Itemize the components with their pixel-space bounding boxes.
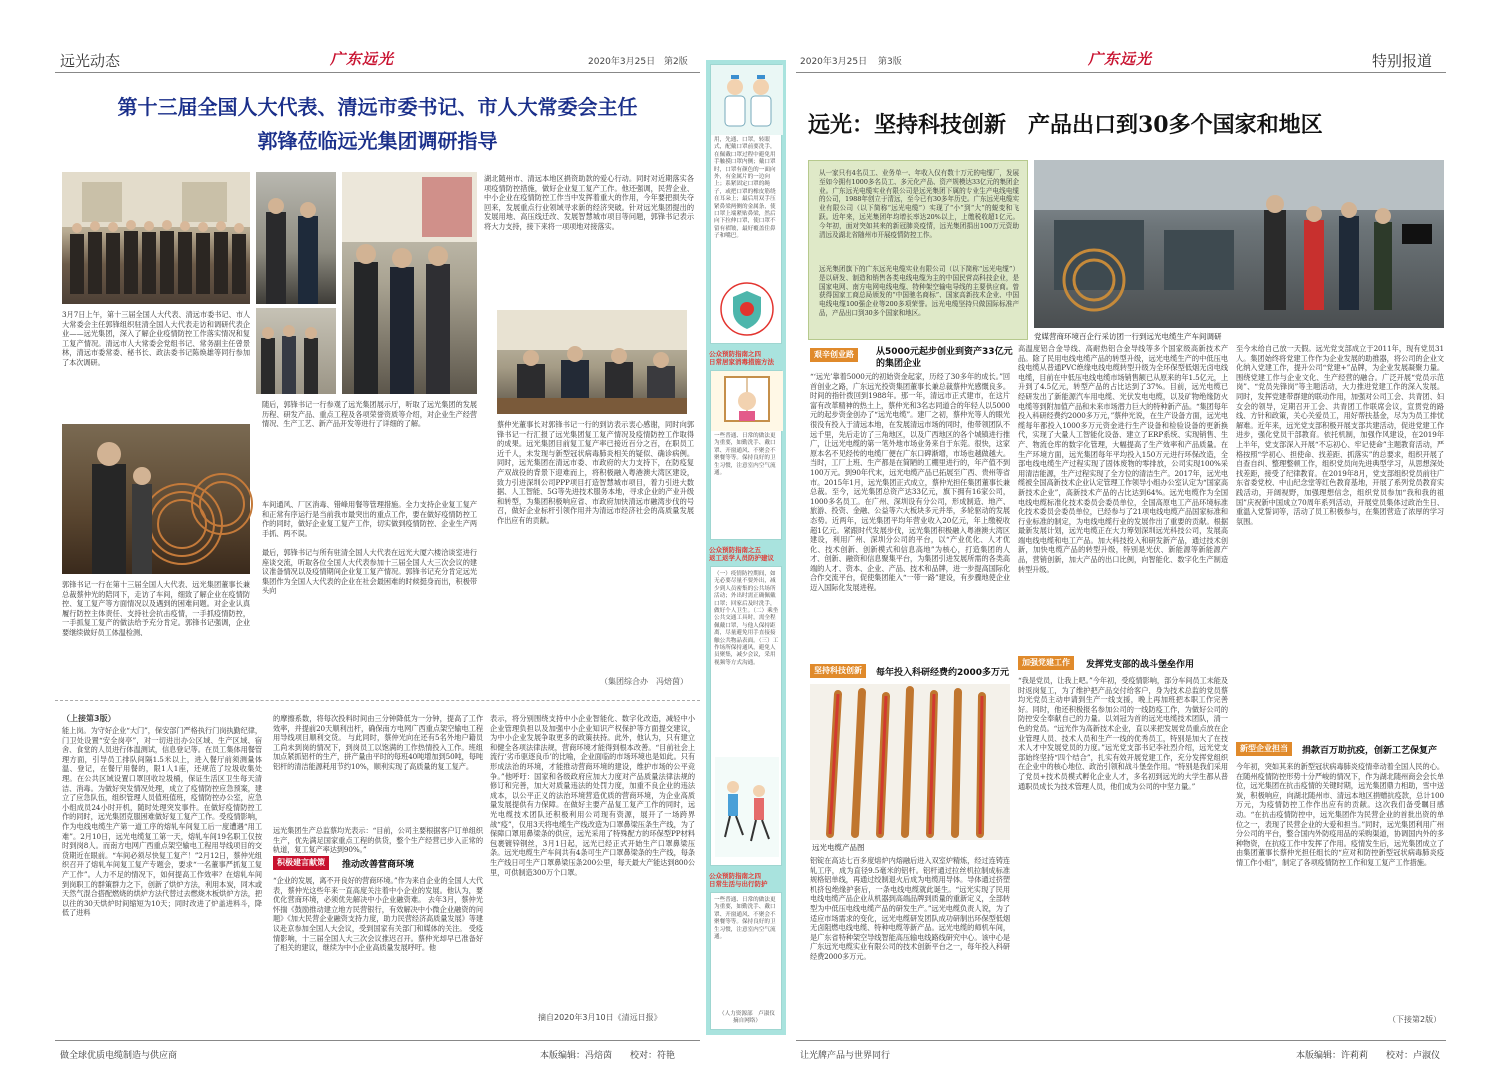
section-subhead-business-env: 推动改善营商环境 (342, 860, 415, 870)
article-col1-para1: 3月7日上午，第十三届全国人大代表、清远市委书记、市人大常委会主任郭锋组织驻清全国人大代表走访和调研代表企业——远光集团，深入了解企业疫情防控工作落实情况和复工复产情况。清远市人大常委会党组书记、常务副主任曾景林，清远市委常委、秘书长、政法委书记陈焕雄等同行参加了本次调研。 (62, 310, 250, 367)
article-col2-para2: 随后，郭锋书记一行参观了远光集团展示厅，听取了远光集团的发展历程、研发产品、重点工程及各项荣誉资质等介绍，对企业生产经营情况、生产工艺、新产品开发等进行了详细的了解。 (262, 400, 477, 429)
right-footer-slogan: 让光牌产品与世界同行 (800, 1051, 891, 1061)
right-footer-editor: 本版编辑：许莉莉 校对：卢淑仪 (1296, 1051, 1441, 1061)
left-headline-line1: 第十三届全国人大代表、清远市委书记、市人大常委会主任 (117, 95, 638, 119)
section3-title: 发挥党支部的战斗堡垒作用 (1086, 660, 1195, 670)
left-date: 2020年3月25日 (588, 57, 656, 67)
article-col2-para1: 车间通风、厂区消毒、错峰用餐等管理措施。全力支持企业复工复产和正常有序运行是当前我市最突出的重点工作，要在做好疫情防控工作的同时，做好企业复工复产工作，切实做到疫情防控、企业生产两手抓、两不误。 (262, 500, 477, 538)
right-section-title: 特别报道 (1372, 52, 1433, 70)
photo-workshop-inspection (62, 424, 250, 574)
intro-text: 从一家只有4名员工、业务单一、年收入仅有数十万元的电缆厂，发展至如今拥有1000多名员工、多元化产品、资产规模达33亿元的集团企业。广东远光电缆实业有限公司是远光集团下属的专业生产电线电缆的公司，1988年创立于清远，至今已有30多年历史。广东远光电缆实业有限公司（以下简称“远光电缆”）实现了“小”到“大”的蜕变和飞跃。近年来，远光集团年均增长率达20%以上，上缴税收超1亿元。今年初，面对突如其来的新冠肺炎疫情，远光集团捐出100万元资助清远及湖北省随州市开展疫情防控工作。 (819, 169, 1019, 239)
article-byline: （集团综合办 冯焙茵） (600, 677, 688, 686)
tips-box-2-text: 一些普通、日常的做法更为重要，如勤洗手、戴口罩、开窗通风、不聚会不聚餐等等。保持良好的卫生习惯，注意室内空气流通。 (714, 433, 776, 477)
article-col1-para2: 郭锋书记一行在第十三届全国人大代表、远光集团董事长兼总裁蔡仲光的陪同下，走访了车间，细致了解企业在疫情防控、复工复产等方面情况以及遇到的困难问题。对企业认真履行防控主体责任、支持社会抗击疫情，一手抓疫情防控，一手抓复工复产的做法给予充分肯定。郭锋书记强调，企业要继续做好员工体温检测、 (62, 580, 250, 637)
lower-col2-para1-2 (273, 714, 483, 826)
left-header-rule (55, 72, 700, 73)
photo-group-portrait (62, 172, 250, 304)
lower-col2-para3: 远光集团生产总监蔡均光表示：“目前，公司主要根据客户订单组织生产，优先满足国家重点工程的供货，整个生产经营已步入正常的轨道，复工复产率达到90%。” (273, 826, 483, 855)
visit-left-figures (256, 172, 336, 304)
cable-photo-caption: 远光电缆产品图 (812, 843, 865, 852)
left-section-title: 远光动态 (60, 52, 121, 70)
left-page-number: 第2版 (664, 57, 688, 67)
right-page-number: 第3版 (878, 57, 902, 67)
tips-box-3-text: （一）疫情防控期间，如无必要尽量不要外出，减少到人员密集的公共场所活动；外出时需正确佩戴口罩；回家后及时洗手，做好个人卫生。（二）乘坐公共交通工具时，需全程佩戴口罩，与他人保持距离，尽量避免用手直接接触公共物品表面。（三）工作场所保持通风，避免人员聚集，减少会议，采用视频等方式沟通。 (714, 571, 779, 666)
left-brand-logo: 广东远光 (330, 50, 395, 68)
continued-from-label: （上接第3版） (62, 714, 116, 723)
tips-box-4-head: 公众预防指南之四 日常生活与出行防护 (709, 872, 768, 888)
left-headline-line2: 郭锋莅临远光集团调研指导 (257, 129, 498, 153)
lower-col2-para6: 受疫情影响，十三届全国人大三次会议推迟召开。蔡仲光却早已准备好了相关的建议，继续为中小企业高质量发展呼吁。他 (273, 923, 483, 953)
meeting-scene (497, 310, 687, 414)
photo-factory-floor (1034, 160, 1444, 328)
right-brand-logo: 广东远光 (1088, 50, 1153, 68)
tips-box-2-head: 公众预防指南之四 日常居家消毒措施方法 (709, 350, 774, 366)
tips-box-4 (710, 892, 782, 1030)
right-headline: 远光：坚持科技创新 产品出口到30多个国家和地区 (808, 112, 1323, 138)
lower-col2-para2: 与此同时，蔡仲光向在还有5名外地户籍员工尚未到岗的情况下，到岗员工以饱满的工作热情投入工作。班组加点紧抓铝杆的生产，拼产量由平时的每班40吨增加到50吨，每吨铝杆的清洁能源耗用节约10%，顺利实现了高质量的复工复产。 (273, 733, 483, 771)
left-footer-slogan: 做全球优质电缆制造与供应商 (60, 1051, 178, 1061)
left-section-divider (55, 700, 700, 701)
window-cartoon-icon (711, 371, 783, 431)
left-footer-rule (55, 1040, 700, 1041)
spacer8 (262, 172, 263, 173)
running-people-icon (715, 757, 779, 857)
section-tag-startup: 艰辛创业路 (810, 348, 858, 362)
section-tag-party-building: 加强党建工作 (1018, 656, 1074, 670)
spacer10 (62, 172, 63, 173)
photo-visit-left (256, 172, 336, 304)
section1-body: “‘远光’靠着5000元的初始资金起家，历经了30多年的成长。”回首创业之路，广东远光投资集团董事长兼总裁蔡仲光感慨良多。时间的指针拨回到1988年。那一年，清远市正式建市，在这片富有改革精神的热土上，蔡仲光和3名志同道合的年轻人以5000元的起步资金创办了“远光电缆”。建厂之初，蔡仲光等人的眼光很没有投入于清远本地，在发展清远市场的同时，他带领团队不远千里，先后走访了三角地区，以及广西地区的各个城镇进行推广，让远光电缆的第一笔外地市场业务来自于东莞。很快，这家原本名不见经传的电缆厂便在广东口碑渐增，市场也越做越大。当时，工厂上班、生产都是在简陋的工棚里进行的，年产值不到100万元。到90年代末，远光电缆产品已拓展至广西、贵州等省市。2015年1月，远光集团正式成立，蔡仲光担任集团董事长兼总裁。至今，远光集团总资产达33亿元，旗下拥有16家公司，1000多名员工。在广州、深圳设有分公司，形成制造、地产、旅游、投资、金融、公益等六大板块多元并举，多轮驱动的发展态势。近两年，远光集团平均年营业收入20亿元，年上缴税收超1亿元。紧跟时代发展步伐，远光集团积极融入粤港澳大湾区建设，利用广州、深圳分公司的平台，以“产业优化、人才优化、技术创新、创新模式和信息高地”为核心，打造集团的人才、创新、融资和信息聚集平台，为集团引进发展所需的各类高端的人才、资本、企业、产品、技术和品牌，进一步提高国际化合作交流平台，促使集团能入“一带一路”建设，有步骤地使企业迈入国际化发展进程。 (810, 372, 1010, 593)
cable-products-illustration (810, 684, 1010, 840)
article-col3-para2: 蔡仲光董事长对郭锋书记一行的到访表示衷心感谢，同时向郭锋书记一行汇报了远光集团复工复产情况及疫情防控工作取得的成果。远光集团目前复工复产率已接近百分之百，在职员工近千人，未发现与新型冠状病毒肺炎相关的疑似、确诊病例。同时，远光集团在清远市委、市政府的大力支持下，在防疫复产双战役的背景下迎难而上，将积极融入粤港澳大湾区建设，致力引进深圳公司PPP项目打造智慧城市项目，着力引进大数据、人工智能、5G等先进技术服务本地，寻求企业的产业升级和转型，为集团积极响应省、市政府加快清远市融湾步伐的号召，做好企业标杆引领作用并为清远市经济社会的高质量发展作出应有的贡献。 (497, 420, 694, 525)
right-footer-rule (796, 1040, 1446, 1041)
workshop-inspection-scene (62, 424, 250, 574)
factory-photo-caption: 党媒营商环境百企行采访团一行到远光电缆生产车间调研 (1034, 332, 1222, 341)
tips-box-2 (710, 370, 782, 540)
intro-text-p2: 远光集团旗下的广东远光电缆实业有限公司（以下简称“远光电缆”）是以研发、制造和销售各类电线电缆为主的中国民营高科技企业，是国家电网、南方电网电线电缆、特种架空输电导线的主要供应商。曾获得国家工商总局颁发的“中国驰名商标”、国家高新技术企业、中国电线电缆100强企业等200多项荣誉。远光电缆坚持只做国际标准产品，产品出口到30多个国家和地区。 (819, 265, 1019, 317)
spacer11 (256, 172, 257, 173)
intro-summary-box (808, 160, 1028, 340)
virus-shield-icon (717, 279, 777, 339)
health-tips-strip (706, 60, 786, 1035)
lower-col3-byline: 摘自2020年3月10日《清远日报》 (538, 1013, 662, 1022)
tips-box-1 (710, 64, 782, 344)
spacer13 (484, 174, 485, 175)
section-tag-advocacy: 积极建言献策 (273, 856, 329, 870)
tips-box-1-text: 用，先通、口罩，转眼式，配戴口罩前要洗手，在佩戴口罩过程中避免用手触摸口罩内侧；戴口罩时，口罩有颜色的一面向外，有金属片的一边向上；系紧固定口罩的绳子，或把口罩的橡皮筋绕在耳朵上；最后用双手压紧鼻梁两侧的金属条，使口罩上端紧贴鼻梁，然后向下拉伸口罩，使口罩不留有褶皱，最好覆盖住鼻子和嘴巴。 (714, 137, 776, 240)
tips-box-3-head: 公众预防指南之五 返工返学人员防护建议 (709, 546, 774, 562)
lower-col1-text: 能上岗。为守好企业“大门”，保安部门严格执行门岗执勤纪律，门卫处设置“安全岗亭”，对一切进出办公区域、生产区域、宿舍、食堂的人员进行体温测试，信息登记等。在员工集体用餐管理方面，引导员工排队间隔1.5米以上，进入餐厅前须测量体温、登记，在餐厅用餐的，限1人1座，还规范了垃圾收集处理。在公共区域设置口罩回收垃圾桶，保证生活区卫生每天清洁、消毒。为做好突发情况处理，成立了疫情防控应急预案，建立了应急队伍，组织管理人员值班值班，疫情防控办公室，应急小组成员24小时开机，随时处理突发事件。在做好疫情防控工作的同时，远光集团克服困难做好复工复产工作。受疫情影响，作为电线电缆生产第一道工序的熔轧车间复工后一度遭遇“用工难”。2月10日，远光电缆复工第一天，熔轧车间19名职工仅按时到岗8人。而南方电网广西重点架空输电工程用导线项目的交货期近在眼前。“车间必须尽快复工复产！”2月12日，蔡仲光组织召开了熔轧车间复工复产专题会，要求“一名董事严抓复工复产工作”。人力不足的情况下，如何提高工作效率？在熔轧车间到岗职工的群策群力之下，创新了烘炉方法，利用本炭，同木或天然气混合搭配燃烧的烘炉方法代替过去燃烧木板烘炉方法，把以往的30天烘炉时间缩短为10天；同时改进了炉盖进料斗，降低了进料 (62, 726, 262, 918)
section-tag-innovation: 坚持科技创新 (810, 664, 866, 678)
photo-showroom (342, 172, 477, 394)
article-col3-para1: 湖北随州市、清远本地区捐资助款的爱心行动。同时对近期落实各项疫情防控措施，做好企业复工复产工作。他还强调，民营企业、中小企业在疫情防控工作当中发挥着重大的作用，今年要把损失夺回来，发展重点行业领域寻求新的经济突破。针对远光集团提出的发展用地、高压线迁改、发展智慧城市项目等问题，郭锋书记表示将大力支持，接下来将一项项地对接落实。 (484, 174, 694, 231)
middle-column-body: 高温度铝合金导线、高耐热铝合金导线等多个国家级高新技术产品。除了民用电线电缆产品的转型升级，远光电缆生产的中低压电线电缆从普通PVC绝缘电线电缆转型升级为全环保型低烟无卤电线电缆，目前在中低压电线电缆市场销售额已从原来的年1.5亿元，上升到了4.5亿元，转型产品的占比达到了37%。目前，远光电缆已经研发出了新能源汽车用电缆、光伏发电电缆，以及矿物绝缘防火电缆等到附加值产品和未来市场潜力巨大的特种新产品。“集团每年投入科研经费约2000多万元，”蔡仲光说，在生产设备方面，远光电缆每年都投入1000多万元资金进行生产设备和检验设备的更新换代，实现了大量人工智能化设备、建立了ERP系统、实现销售、生产、物流仓库的数字化管理，大幅提高了生产效率和产品质量。在生产环境方面，远光集团每年平均投入150万元进行环保改造，全部电线电缆生产过程实现了固体废物的零排放，公司实现100%采用清洁能源，生产过程实现了全方位的清洁生产。2017年，远光电缆被全国高新技术企业认定管理工作领导小组办公室认定为“国家高新技术企业”，高新技术产品的占比达到64%。远光电缆作为全国电线电缆标准化技术委员会委员单位，全国高原电工产品环境标准化技术委员会委员单位，已经参与了21项电线电缆产品国家标准和行业标准的制定，为电线电缆行业的发展作出了重要的贡献。根据最新发展计划，远光电缆正在大力筹划深圳远光科技公司，发展高端电线电缆和电工产品。加大科技投入和研发新产品，通过技术创新，加快电缆产品的转型升级，特别是光伏、新能源等新能源产品，营销创新，加大产品的出口比例，向智能化、数字化生产制造转型升级。 (1018, 344, 1228, 574)
section2-title: 每年投入科研经费约2000多万元 (876, 668, 1010, 678)
lower-col2-para4: “企业的发展，离不开良好的营商环境。”作为来自企业的全国人大代表，蔡仲光这些年来一直高度关注着中小企业的发展。他认为，要优化营商环境，必须优先解决中小企业融资难。 (273, 876, 483, 905)
tips-byline: （人力资源部 卢淑仪 摘自网络） (719, 1011, 781, 1025)
section3-body: “我是党员，让我上吧。”今年初，受疫情影响，部分车间员工未能及时返岗复工，为了维护把产品交付给客户，身为技术总监的党员蔡均光党员主动申请到生产一线支援，晚上再加班把本职工作完善好。同时，他还积极报名参加公司的一线防疫工作，为做好公司的防控安全奉献自己的力量。以刘冠为首的远光电缆技术团队，清一色的党员。“远光作为高新技术企业，直以来把发展党员重点放在企业管理人员、技术人员和生产一线的优秀员工，特别是加大了在技术人才中发展党员的力度。”远光党支部书记李社烈介绍，远光党支部始终坚持“四个结合”，扎实有效开展党建工作，充分发挥党组织在企业中的核心地位、政治引领和战斗堡垒作用。“特别是我们采用了党员+技术员模式孵化企业人才，多名初到远光的大学生都从普通职员成长为技术管理人员，他们成为公司的中坚力量。” (1018, 676, 1228, 791)
doctors-illustration-icon (711, 65, 783, 135)
lower-col2-para1: 的摩擦系数，将每次投料时间由三分钟降低为一分钟，提高了工作效率，并提前20天顺利出杆，确保南方电网广西重点架空输电工程用导线项目顺利交货。 (273, 714, 483, 743)
lower-col2-para5: 去年3月，蔡仲光怀揣《鼓励推动建立地方民营银行，有效解决中小微企业融资的问题》《加大民营企业融资支持力度，助力民营经济高质量发展》等建议赴京参加全国人大会议，受到国家有关部门和媒体的关注。 (273, 895, 483, 933)
group-portrait-figures (62, 172, 250, 304)
lower-col3-text: 表示，将分别围绕支持中小企业智能化、数字化改造，减轻中小企业管理负担以及加强中小企业知识产权保护等方面提交建议，为中小企业发展争取更多的政策扶持。此外，他认为，只有建立和健全各项法律法规，营商环境才能得到根本改善。“目前社会上流行‘劣币驱逐良币’的比喻，企业面临的市场环境也是如此。只有形成法治的环境，才能推动营商环境的建设，维护市场的公平竞争。”他呼吁：国家和各级政府应加大力度对产品质量法律法规的修订和完善，加大对质量违法的处罚力度，加重不良企业的违法成本，以公平正义的法治环境营造优质的营商环境，为企业高质量发展提供有力保障。在做好主要产品复工复产工作的同时，远光电缆技术团队还积极利用公司现有资源，展开了一场跨界战“疫”，仅用3天将电缆生产线改造为口罩鼻梁压条生产线，为了保障口罩用鼻梁条的供应，远光采用了特殊配方的环保型PP材料包裹镀锌钢丝，3月1日起，远光已经正式开始生产口罩鼻梁压条。远光电缆生产车间共有4条可生产口罩鼻梁条的生产线，每条生产线日可生产口罩鼻梁压条200公里，每天最大产能达到800公里，可供制造300万个口罩。 (490, 714, 695, 877)
section1-title-line2: 的集团企业 (876, 359, 922, 369)
right-header-rule (796, 72, 1446, 73)
continued-to-label: （下接第2版） (1388, 1015, 1442, 1024)
section2-body: 铝锭在高达七百多度熔炉内熔融后进入双室炉精炼，经过连铸连轧工序，成为直径9.5毫米的铝杆。铝杆通过拉丝机拉制成标准规格铝单线，再通过绞制退火后成为电缆用导体。导体通过挤塑机挤包绝缘护套后，一条电线电缆就此诞生。“远光实现了民用电线电缆产品企业从机器到高端品牌到质量的重新定义，全部转型为中低压电线电缆产品的研发生产。”远光电缆负责人说，为了适应市场需求的变化，远光电缆研发团队成功研制出环保型低烟无卤阻燃电线电缆、特种电缆等新产品。远光电缆的师机车间，是广东省特种架空导线智能高压输电线路线研究中心。该中心是广东远光电缆实业有限公司的技术创新平台之一，每年投入科研经费2000多万元。 (810, 856, 1010, 961)
section4-body: 今年初，突如其来的新型冠状病毒肺炎疫情牵动着全国人民的心。在随州疫情防控形势十分严峻的情况下，作为湖北随州商会会长单位，远光集团在抗击疫情的关键时期，远光集团鼎力相助，雪中送炭，积极响应，向湖北随州市、清远本地区捐赠抗疫款，总计100万元，为疫情防控工作作出应有的贡献。这次我们备受瞩目感动。“在抗击疫情防控中，远光集团作为民营企业的首批出资的单位之一，表现了民营企业的大爱和担当。”同时，远光集团利用广州分公司的平台，整合国内外防疫用品的采购渠道，协调国内外的多种物资，在抗疫工作中发挥了作用。疫情发生后，远光集团成立了由集团董事长蔡仲光担任组长的“应对和防控新型冠状病毒肺炎疫情工作小组”，制定了各项疫情防控工作和复工复产工作措施。 (1236, 762, 1444, 867)
section-tag-responsibility: 新型企业担当 (1236, 742, 1292, 756)
tips-box-4-text: 一些普通、日常的做法更为重要，如勤洗手、戴口罩、开窗通风、不聚会不聚餐等等。保持良好的卫生习惯，注意室内空气流通。 (714, 897, 776, 941)
right-column-body: 至今未给自己放一天假。远光党支部成立于2011年，现有党员31人。集团始终将党建工作作为企业发展的助推器，将公司的企业文化纳入党建工作，提升公司“党建+”品牌，为企业发展凝聚力量。围绕党建工作与企业文化、生产经营的融合。广泛开展“党员示范岗”、“党员先锋岗”等主题活动，大力推进党建工作的深入发展。同时，发挥党建带群建的联动作用，加强对公司工会、共青团、妇女会的领导，定期召开工会、共青团工作联席会议，宣贯党的路线、方针和政策，关心关爱员工，用好帮扶基金，尽为为员工排忧解难。近年来，远光党支部积极开展支部共建活动，促进党建工作进步，强化党员干部教育。依托机制，加强作风建设，在2019年上半年，党支部深入开展“不忘初心、牢记使命”主题教育活动，严格按照“学初心、担使命、找差距、抓落实”的总要求，组织开展了自查自纠、整理整顿工作，组织党员向先进典型学习，从思想深处找差距，接受了纪律教育。在2019年8月，党支部组织党员前往广东省委党校、中山纪念堂等红色教育基地，开展了系列党员教育实践活动，开阔视野，加强理想信念，组织党员参加“我和我的祖国”庆祝新中国成立70周年系列活动，开展党员集体过政治生日、重温入党誓词等，活动了员工积极参与，在集团营造了浓厚的学习氛围。 (1236, 344, 1444, 526)
right-date: 2020年3月25日 (800, 57, 868, 67)
section4-title: 捐款百万助抗疫，创新工艺保复产 (1302, 746, 1438, 756)
photo-cable-products (810, 684, 1010, 840)
tips-box-3 (710, 566, 782, 866)
photo-visit-hall (256, 308, 336, 394)
factory-floor-scene (1034, 160, 1444, 328)
article-col2-para3: 最后，郭锋书记与所有驻清全国人大代表在远光大厦六楼洽谈室进行座谈交流，听取各位全国人大代表参加十三届全国人大三次会议的建议准备情况以及疫情期间企业复工复产情况。郭锋书记充分肯定远光集团作为全国人大代表的企业在社会最困难的时候挺身而出，积极带头向 (262, 548, 477, 596)
left-footer-editor: 本版编辑：冯焙茵 校对：符艳 (540, 1051, 676, 1061)
visit-hall-figures (256, 308, 336, 394)
showroom-figures (342, 172, 477, 394)
photo-meeting (497, 310, 687, 414)
section1-title-line1: 从5000元起步创业到资产33亿元 (876, 347, 1013, 357)
lower-col2-para4-6 (273, 876, 483, 1026)
